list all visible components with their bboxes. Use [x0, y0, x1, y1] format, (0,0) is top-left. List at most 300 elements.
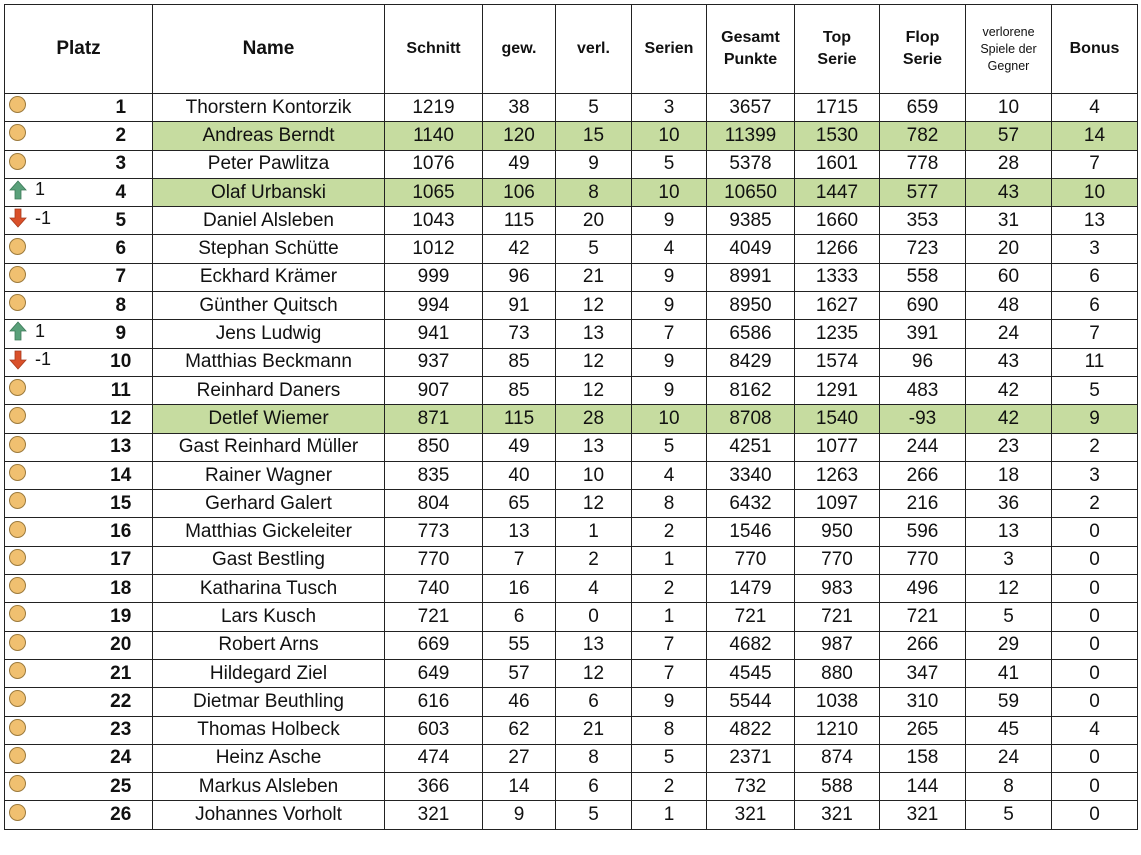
- schnitt-cell: 1065: [385, 178, 483, 206]
- arrow-up-icon: [9, 180, 27, 200]
- rank-cell: 2: [90, 122, 153, 150]
- table-row: [5, 405, 1138, 433]
- serien-cell: 5: [632, 150, 707, 178]
- table-row: [5, 348, 1138, 376]
- verl-cell: 21: [556, 263, 632, 291]
- serien-cell: 9: [632, 376, 707, 404]
- trend-indicator: [9, 124, 26, 141]
- serien-cell: 7: [632, 631, 707, 659]
- name-cell: Markus Alsleben: [153, 773, 385, 801]
- top-serie-cell: 770: [795, 546, 880, 574]
- verlorene-cell: 13: [966, 518, 1052, 546]
- gesamt-cell: 4682: [707, 631, 795, 659]
- bonus-cell: 6: [1052, 263, 1138, 291]
- verl-cell: 12: [556, 348, 632, 376]
- schnitt-cell: 773: [385, 518, 483, 546]
- flop-serie-cell: 782: [880, 122, 966, 150]
- gew-cell: 65: [483, 490, 556, 518]
- rank-cell: 9: [90, 320, 153, 348]
- verl-cell: 8: [556, 744, 632, 772]
- schnitt-cell: 941: [385, 320, 483, 348]
- top-serie-cell: 1715: [795, 94, 880, 122]
- verl-cell: 12: [556, 376, 632, 404]
- gesamt-cell: 11399: [707, 122, 795, 150]
- trend-indicator: [9, 577, 26, 594]
- table-row: [5, 376, 1138, 404]
- verlorene-cell: 5: [966, 801, 1052, 829]
- rank-cell: 13: [90, 433, 153, 461]
- bonus-cell: 0: [1052, 688, 1138, 716]
- trend-cell: [5, 405, 90, 433]
- serien-cell: 5: [632, 433, 707, 461]
- trend-indicator: [9, 179, 45, 200]
- name-cell: Robert Arns: [153, 631, 385, 659]
- header-serien: Serien: [632, 5, 707, 94]
- rank-cell: 24: [90, 744, 153, 772]
- gesamt-cell: 4822: [707, 716, 795, 744]
- trend-indicator: [9, 208, 51, 229]
- gesamt-cell: 5544: [707, 688, 795, 716]
- verlorene-cell: 31: [966, 207, 1052, 235]
- flop-serie-cell: 577: [880, 178, 966, 206]
- rank-cell: 11: [90, 376, 153, 404]
- header-flop-line1: Flop: [905, 29, 940, 46]
- name-cell: Olaf Urbanski: [153, 178, 385, 206]
- header-bonus: Bonus: [1052, 5, 1138, 94]
- name-cell: Thorstern Kontorzik: [153, 94, 385, 122]
- trend-cell: [5, 518, 90, 546]
- verlorene-cell: 59: [966, 688, 1052, 716]
- rank-cell: 26: [90, 801, 153, 829]
- gesamt-cell: 1479: [707, 575, 795, 603]
- schnitt-cell: 321: [385, 801, 483, 829]
- rank-cell: 3: [90, 150, 153, 178]
- verl-cell: 13: [556, 631, 632, 659]
- gew-cell: 115: [483, 405, 556, 433]
- name-cell: Matthias Gickeleiter: [153, 518, 385, 546]
- verlorene-cell: 36: [966, 490, 1052, 518]
- flop-serie-cell: 483: [880, 376, 966, 404]
- trend-indicator: [9, 153, 26, 170]
- serien-cell: 8: [632, 490, 707, 518]
- flop-serie-cell: 723: [880, 235, 966, 263]
- gesamt-cell: 1546: [707, 518, 795, 546]
- verl-cell: 15: [556, 122, 632, 150]
- gew-cell: 73: [483, 320, 556, 348]
- verl-cell: 10: [556, 461, 632, 489]
- flop-serie-cell: 496: [880, 575, 966, 603]
- flop-serie-cell: 266: [880, 631, 966, 659]
- header-top-line1: Top: [822, 29, 852, 46]
- trend-cell: [5, 603, 90, 631]
- trend-cell: [5, 348, 90, 376]
- schnitt-cell: 907: [385, 376, 483, 404]
- flop-serie-cell: 96: [880, 348, 966, 376]
- top-serie-cell: 1263: [795, 461, 880, 489]
- header-flop-serie: [880, 5, 966, 94]
- flop-serie-cell: 310: [880, 688, 966, 716]
- table-row: [5, 518, 1138, 546]
- gew-cell: 85: [483, 376, 556, 404]
- name-cell: Daniel Alsleben: [153, 207, 385, 235]
- trend-cell: [5, 122, 90, 150]
- serien-cell: 1: [632, 801, 707, 829]
- trend-indicator: [9, 662, 26, 679]
- serien-cell: 1: [632, 546, 707, 574]
- verl-cell: 2: [556, 546, 632, 574]
- bonus-cell: 0: [1052, 575, 1138, 603]
- bonus-cell: 7: [1052, 150, 1138, 178]
- trend-cell: [5, 150, 90, 178]
- schnitt-cell: 1076: [385, 150, 483, 178]
- rank-cell: 18: [90, 575, 153, 603]
- serien-cell: 10: [632, 178, 707, 206]
- trend-indicator: [9, 492, 26, 509]
- table-row: [5, 490, 1138, 518]
- schnitt-cell: 871: [385, 405, 483, 433]
- serien-cell: 9: [632, 292, 707, 320]
- gesamt-cell: 10650: [707, 178, 795, 206]
- neutral-circle-icon: [9, 153, 26, 170]
- trend-cell: [5, 716, 90, 744]
- schnitt-cell: 740: [385, 575, 483, 603]
- serien-cell: 7: [632, 320, 707, 348]
- rank-cell: 7: [90, 263, 153, 291]
- flop-serie-cell: 353: [880, 207, 966, 235]
- top-serie-cell: 1038: [795, 688, 880, 716]
- verlorene-cell: 42: [966, 376, 1052, 404]
- header-gesamt-line1: Gesamt: [721, 29, 780, 46]
- gew-cell: 49: [483, 433, 556, 461]
- top-serie-cell: 321: [795, 801, 880, 829]
- rank-change: -1: [35, 349, 52, 370]
- bonus-cell: 0: [1052, 659, 1138, 687]
- rank-change: -1: [35, 207, 52, 228]
- gew-cell: 91: [483, 292, 556, 320]
- schnitt-cell: 721: [385, 603, 483, 631]
- bonus-cell: 13: [1052, 207, 1138, 235]
- top-serie-cell: 1077: [795, 433, 880, 461]
- bonus-cell: 0: [1052, 518, 1138, 546]
- header-verlorene-spiele: [966, 5, 1052, 94]
- verlorene-cell: 48: [966, 292, 1052, 320]
- flop-serie-cell: 158: [880, 744, 966, 772]
- rank-cell: 20: [90, 631, 153, 659]
- schnitt-cell: 1043: [385, 207, 483, 235]
- verl-cell: 5: [556, 235, 632, 263]
- name-cell: Gast Bestling: [153, 546, 385, 574]
- gew-cell: 38: [483, 94, 556, 122]
- trend-indicator: [9, 379, 26, 396]
- serien-cell: 4: [632, 461, 707, 489]
- trend-indicator: [9, 407, 26, 424]
- bonus-cell: 3: [1052, 461, 1138, 489]
- gew-cell: 106: [483, 178, 556, 206]
- name-cell: Lars Kusch: [153, 603, 385, 631]
- schnitt-cell: 994: [385, 292, 483, 320]
- flop-serie-cell: 216: [880, 490, 966, 518]
- trend-indicator: [9, 321, 45, 342]
- ranking-rows: [5, 94, 1138, 830]
- flop-serie-cell: 391: [880, 320, 966, 348]
- trend-cell: [5, 575, 90, 603]
- bonus-cell: 0: [1052, 603, 1138, 631]
- table-row: [5, 801, 1138, 829]
- neutral-circle-icon: [9, 436, 26, 453]
- gew-cell: 49: [483, 150, 556, 178]
- trend-cell: [5, 292, 90, 320]
- trend-indicator: [9, 605, 26, 622]
- table-row: [5, 178, 1138, 206]
- schnitt-cell: 669: [385, 631, 483, 659]
- schnitt-cell: 1012: [385, 235, 483, 263]
- verl-cell: 28: [556, 405, 632, 433]
- top-serie-cell: 880: [795, 659, 880, 687]
- serien-cell: 8: [632, 716, 707, 744]
- trend-cell: [5, 320, 90, 348]
- top-serie-cell: 721: [795, 603, 880, 631]
- trend-cell: [5, 490, 90, 518]
- trend-indicator: [9, 96, 26, 113]
- header-gesamt-line2: Punkte: [723, 51, 778, 68]
- rank-cell: 4: [90, 178, 153, 206]
- gew-cell: 9: [483, 801, 556, 829]
- header-top-serie: [795, 5, 880, 94]
- gew-cell: 6: [483, 603, 556, 631]
- trend-indicator: [9, 294, 26, 311]
- gesamt-cell: 9385: [707, 207, 795, 235]
- table-row: [5, 744, 1138, 772]
- rank-change: 1: [35, 179, 46, 200]
- trend-cell: [5, 744, 90, 772]
- bonus-cell: 5: [1052, 376, 1138, 404]
- serien-cell: 5: [632, 744, 707, 772]
- name-cell: Günther Quitsch: [153, 292, 385, 320]
- verl-cell: 1: [556, 518, 632, 546]
- verlorene-cell: 43: [966, 178, 1052, 206]
- top-serie-cell: 987: [795, 631, 880, 659]
- header-flop-line2: Serie: [902, 51, 943, 68]
- neutral-circle-icon: [9, 662, 26, 679]
- table-row: [5, 716, 1138, 744]
- verlorene-cell: 20: [966, 235, 1052, 263]
- top-serie-cell: 1574: [795, 348, 880, 376]
- table-row: [5, 320, 1138, 348]
- name-cell: Gerhard Galert: [153, 490, 385, 518]
- bonus-cell: 0: [1052, 546, 1138, 574]
- trend-indicator: [9, 634, 26, 651]
- verlorene-cell: 10: [966, 94, 1052, 122]
- gew-cell: 14: [483, 773, 556, 801]
- name-cell: Johannes Vorholt: [153, 801, 385, 829]
- neutral-circle-icon: [9, 96, 26, 113]
- trend-cell: [5, 688, 90, 716]
- verlorene-cell: 3: [966, 546, 1052, 574]
- neutral-circle-icon: [9, 266, 26, 283]
- table-row: [5, 235, 1138, 263]
- trend-indicator: [9, 775, 26, 792]
- header-gesamt-punkte: [707, 5, 795, 94]
- verlorene-cell: 24: [966, 320, 1052, 348]
- verl-cell: 5: [556, 94, 632, 122]
- top-serie-cell: 588: [795, 773, 880, 801]
- arrow-down-icon: [9, 208, 27, 228]
- trend-indicator: [9, 690, 26, 707]
- rank-cell: 8: [90, 292, 153, 320]
- top-serie-cell: 1530: [795, 122, 880, 150]
- neutral-circle-icon: [9, 492, 26, 509]
- top-serie-cell: 1540: [795, 405, 880, 433]
- arrow-down-icon: [9, 350, 27, 370]
- neutral-circle-icon: [9, 804, 26, 821]
- name-cell: Katharina Tusch: [153, 575, 385, 603]
- rank-cell: 14: [90, 461, 153, 489]
- verl-cell: 12: [556, 659, 632, 687]
- verlorene-cell: 42: [966, 405, 1052, 433]
- verlorene-cell: 24: [966, 744, 1052, 772]
- neutral-circle-icon: [9, 690, 26, 707]
- flop-serie-cell: 690: [880, 292, 966, 320]
- trend-cell: [5, 433, 90, 461]
- trend-cell: [5, 235, 90, 263]
- schnitt-cell: 999: [385, 263, 483, 291]
- serien-cell: 4: [632, 235, 707, 263]
- table-row: [5, 631, 1138, 659]
- header-name: Name: [153, 5, 385, 94]
- header-top-line2: Serie: [817, 51, 857, 68]
- trend-cell: [5, 207, 90, 235]
- serien-cell: 9: [632, 348, 707, 376]
- schnitt-cell: 366: [385, 773, 483, 801]
- rank-change: 1: [35, 320, 46, 341]
- verlorene-cell: 8: [966, 773, 1052, 801]
- header-verlorene-line2: Spiele der: [980, 41, 1037, 56]
- neutral-circle-icon: [9, 747, 26, 764]
- gesamt-cell: 8991: [707, 263, 795, 291]
- trend-cell: [5, 263, 90, 291]
- gesamt-cell: 8950: [707, 292, 795, 320]
- name-cell: Gast Reinhard Müller: [153, 433, 385, 461]
- verlorene-cell: 57: [966, 122, 1052, 150]
- name-cell: Rainer Wagner: [153, 461, 385, 489]
- table-row: [5, 292, 1138, 320]
- rank-cell: 21: [90, 659, 153, 687]
- schnitt-cell: 850: [385, 433, 483, 461]
- trend-indicator: [9, 266, 26, 283]
- verlorene-cell: 60: [966, 263, 1052, 291]
- verlorene-cell: 28: [966, 150, 1052, 178]
- flop-serie-cell: 266: [880, 461, 966, 489]
- header-verlorene-line3: Gegner: [987, 58, 1030, 73]
- flop-serie-cell: 659: [880, 94, 966, 122]
- header-verlorene-line1: verlorene: [982, 24, 1035, 39]
- table-row: [5, 688, 1138, 716]
- serien-cell: 9: [632, 263, 707, 291]
- schnitt-cell: 474: [385, 744, 483, 772]
- top-serie-cell: 1447: [795, 178, 880, 206]
- trend-indicator: [9, 436, 26, 453]
- gesamt-cell: 8429: [707, 348, 795, 376]
- rank-cell: 15: [90, 490, 153, 518]
- gesamt-cell: 8162: [707, 376, 795, 404]
- gesamt-cell: 721: [707, 603, 795, 631]
- table-row: [5, 207, 1138, 235]
- trend-cell: [5, 178, 90, 206]
- trend-indicator: [9, 521, 26, 538]
- flop-serie-cell: 596: [880, 518, 966, 546]
- name-cell: Reinhard Daners: [153, 376, 385, 404]
- verl-cell: 6: [556, 688, 632, 716]
- rank-cell: 16: [90, 518, 153, 546]
- top-serie-cell: 874: [795, 744, 880, 772]
- gew-cell: 27: [483, 744, 556, 772]
- verl-cell: 4: [556, 575, 632, 603]
- schnitt-cell: 616: [385, 688, 483, 716]
- gew-cell: 40: [483, 461, 556, 489]
- neutral-circle-icon: [9, 238, 26, 255]
- trend-indicator: [9, 349, 51, 370]
- gew-cell: 7: [483, 546, 556, 574]
- flop-serie-cell: 347: [880, 659, 966, 687]
- bonus-cell: 9: [1052, 405, 1138, 433]
- top-serie-cell: 1660: [795, 207, 880, 235]
- trend-cell: [5, 773, 90, 801]
- flop-serie-cell: 770: [880, 546, 966, 574]
- top-serie-cell: 1291: [795, 376, 880, 404]
- trend-cell: [5, 94, 90, 122]
- rank-cell: 22: [90, 688, 153, 716]
- name-cell: Peter Pawlitza: [153, 150, 385, 178]
- verlorene-cell: 41: [966, 659, 1052, 687]
- schnitt-cell: 770: [385, 546, 483, 574]
- verlorene-cell: 12: [966, 575, 1052, 603]
- top-serie-cell: 950: [795, 518, 880, 546]
- verlorene-cell: 45: [966, 716, 1052, 744]
- flop-serie-cell: -93: [880, 405, 966, 433]
- name-cell: Thomas Holbeck: [153, 716, 385, 744]
- flop-serie-cell: 144: [880, 773, 966, 801]
- gew-cell: 57: [483, 659, 556, 687]
- header-schnitt: Schnitt: [385, 5, 483, 94]
- rank-cell: 1: [90, 94, 153, 122]
- neutral-circle-icon: [9, 124, 26, 141]
- flop-serie-cell: 321: [880, 801, 966, 829]
- gesamt-cell: 5378: [707, 150, 795, 178]
- schnitt-cell: 835: [385, 461, 483, 489]
- name-cell: Heinz Asche: [153, 744, 385, 772]
- bonus-cell: 3: [1052, 235, 1138, 263]
- top-serie-cell: 1333: [795, 263, 880, 291]
- serien-cell: 2: [632, 575, 707, 603]
- bonus-cell: 0: [1052, 773, 1138, 801]
- name-cell: Jens Ludwig: [153, 320, 385, 348]
- neutral-circle-icon: [9, 577, 26, 594]
- bonus-cell: 2: [1052, 433, 1138, 461]
- trend-indicator: [9, 549, 26, 566]
- gew-cell: 42: [483, 235, 556, 263]
- bonus-cell: 6: [1052, 292, 1138, 320]
- bonus-cell: 0: [1052, 631, 1138, 659]
- verl-cell: 8: [556, 178, 632, 206]
- bonus-cell: 4: [1052, 716, 1138, 744]
- name-cell: Matthias Beckmann: [153, 348, 385, 376]
- gew-cell: 16: [483, 575, 556, 603]
- top-serie-cell: 1266: [795, 235, 880, 263]
- header-platz: Platz: [5, 5, 153, 94]
- schnitt-cell: 1219: [385, 94, 483, 122]
- table-row: [5, 433, 1138, 461]
- verl-cell: 20: [556, 207, 632, 235]
